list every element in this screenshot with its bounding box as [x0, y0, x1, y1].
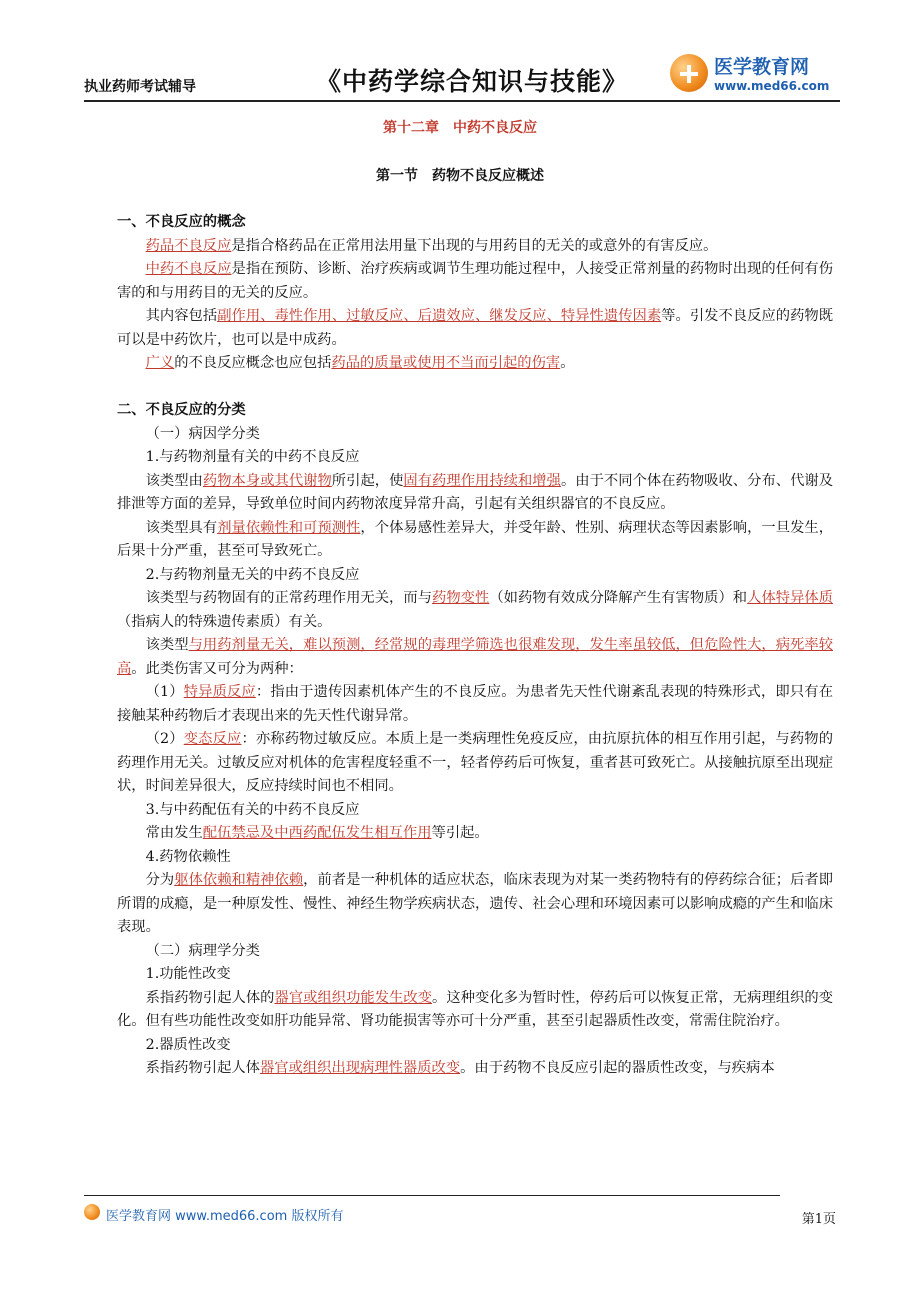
- text-run: 该类型: [145, 637, 189, 653]
- header-book-title: 《中药学综合知识与技能》: [316, 67, 629, 96]
- paragraph: [117, 987, 833, 1034]
- text-run: 常由发生: [145, 825, 203, 841]
- text-run: 。由于不同个体在药物吸收、分布、代谢及排泄等方面的差异，导致单位时间内药物浓度异常升高，引起有关组织器官的不良反应。: [117, 472, 834, 512]
- text-run: （如药物有效成分降解产生有害物质）和: [489, 590, 748, 606]
- paragraph: [117, 822, 833, 846]
- key-term: 副作用、毒性作用、过敏反应、后遗效应、继发反应、特异性遗传因素: [217, 308, 662, 324]
- text-run: ：亦称药物过敏反应。本质上是一类病理性免疫反应，由抗原抗体的相互作用引起，与药物的药理作用无关。过敏反应对机体的危害程度轻重不一，轻者停药后可恢复，重者甚可致死亡。从接触抗原至出现症状，时间差异很大，反应持续时间也不相同。: [117, 731, 834, 794]
- chapter-title: 第十二章 中药不良反应: [383, 120, 537, 136]
- key-term: 特异质反应: [183, 684, 256, 700]
- footer-logo-icon: [84, 1204, 100, 1220]
- key-term: 剂量依赖性和可预测性: [217, 519, 361, 536]
- key-term: 药品不良反应: [145, 237, 232, 254]
- text-run: 分为: [145, 872, 175, 888]
- paragraph: [117, 634, 833, 681]
- key-term: 中药不良反应: [145, 261, 232, 277]
- text-run: （指病人的特殊遗传素质）有关。: [117, 613, 332, 630]
- text-run: 该类型由: [145, 472, 203, 489]
- numbered-heading: 2.器质性改变: [145, 1036, 231, 1053]
- text-run: 的不良反应概念也应包括: [174, 355, 332, 371]
- page-header: [84, 38, 840, 102]
- paragraph: [117, 517, 833, 564]
- text-run: （2）: [145, 731, 184, 747]
- text-run: ：指由于遗传因素机体产生的不良反应。为患者先天性代谢紊乱表现的特殊形式，即只有在接触某种药物后才表现出来的先天性代谢异常。: [117, 684, 834, 724]
- key-term: 器官或组织功能发生改变: [274, 989, 433, 1006]
- subheading: （一）病因学分类: [145, 425, 260, 442]
- paragraph: [117, 869, 833, 940]
- page-number: 第1页: [801, 1212, 836, 1227]
- numbered-heading: 4.药物依赖性: [145, 848, 231, 865]
- paragraph: [117, 235, 833, 259]
- paragraph: [117, 587, 833, 634]
- text-run: 等。引发不良反应的药物既可以是中药饮片，也可以是中成药。: [117, 308, 834, 348]
- document-body: [117, 211, 833, 1081]
- text-run: 该类型与药物固有的正常药理作用无关，而与: [145, 590, 433, 606]
- paragraph: [117, 681, 833, 728]
- key-term: 广义: [145, 355, 175, 371]
- paragraph: [117, 258, 833, 305]
- text-run: 是指在预防、诊断、治疗疾病或调节生理功能过程中，人接受正常剂量的药物时出现的任何有伤害的和与用药目的无关的反应。: [117, 261, 834, 301]
- key-term: 药物变性: [432, 590, 490, 606]
- text-run: 。这种变化多为暂时性，停药后可以恢复正常，无病理组织的变化。但有些功能性改变如肝功能异常、肾功能损害等亦可十分严重，甚至引起器质性改变，常需住院治疗。: [117, 989, 834, 1029]
- text-run: 系指药物引起人体: [145, 1060, 260, 1076]
- text-run: 。此类伤害又可分为两种：: [131, 660, 303, 677]
- text-run: 其内容包括: [145, 308, 218, 324]
- text-run: （1）: [145, 684, 184, 700]
- heading-concept: 一、不良反应的概念: [117, 214, 246, 230]
- text-run: 该类型具有: [145, 519, 218, 536]
- footer-divider: [84, 1195, 780, 1196]
- paragraph: [117, 1057, 833, 1081]
- header-exam-label: 执业药师考试辅导: [84, 79, 196, 95]
- text-run: 是指合格药品在正常用法用量下出现的与用药目的无关的或意外的有害反应。: [231, 237, 718, 254]
- numbered-heading: 2.与药物剂量无关的中药不良反应: [145, 566, 360, 583]
- key-term: 器官或组织出现病理性器质改变: [259, 1060, 461, 1076]
- paragraph: [117, 470, 833, 517]
- subheading: （二）病理学分类: [145, 942, 260, 959]
- header-divider: [84, 100, 840, 102]
- key-term: 人体特异体质: [747, 590, 834, 606]
- paragraph: [117, 305, 833, 352]
- key-term: 配伍禁忌及中西药配伍发生相互作用: [202, 825, 432, 841]
- numbered-heading: 1.与药物剂量有关的中药不良反应: [145, 449, 360, 465]
- logo-site-url[interactable]: www.med66.com: [714, 79, 830, 93]
- heading-classification: 二、不良反应的分类: [117, 402, 246, 418]
- numbered-heading: 1.功能性改变: [145, 966, 231, 982]
- footer-copyright: 医学教育网 www.med66.com 版权所有: [106, 1209, 344, 1224]
- text-run: ，个体易感性差异大，并受年龄、性别、病理状态等因素影响，一旦发生，后果十分严重，甚至可导致死亡。: [117, 519, 834, 559]
- paragraph: [117, 728, 833, 799]
- medical-cross-logo-icon: [670, 54, 708, 92]
- key-term: 固有药理作用持续和增强: [403, 472, 561, 489]
- text-run: 系指药物引起人体的: [145, 989, 275, 1006]
- text-run: 。由于药物不良反应引起的器质性改变，与疾病本: [460, 1060, 775, 1076]
- key-term: 药品的质量或使用不当而引起的伤害: [331, 355, 561, 371]
- site-logo[interactable]: [670, 52, 840, 100]
- key-term: 药物本身或其代谢物: [202, 472, 332, 489]
- text-run: 所引起，使: [331, 472, 404, 489]
- key-term: 与用药剂量无关，难以预测，经常规的毒理学筛选也很难发现，发生率虽较低，但危险性大，病死率较高: [117, 637, 833, 677]
- paragraph: [117, 352, 833, 376]
- logo-site-name: 医学教育网: [714, 56, 810, 78]
- key-term: 躯体依赖和精神依赖: [174, 872, 304, 888]
- text-run: 。: [560, 355, 575, 371]
- numbered-heading: 3.与中药配伍有关的中药不良反应: [145, 801, 360, 818]
- key-term: 变态反应: [183, 731, 242, 747]
- text-run: 等引起。: [431, 825, 489, 841]
- text-run: ，前者是一种机体的适应状态，临床表现为对某一类药物特有的停药综合征；后者即所谓的成瘾，是一种原发性、慢性、神经生物学疾病状态，遗传、社会心理和环境因素可以影响成瘾的产生和临床表现。: [117, 872, 834, 935]
- section-title: 第一节 药物不良反应概述: [376, 168, 544, 184]
